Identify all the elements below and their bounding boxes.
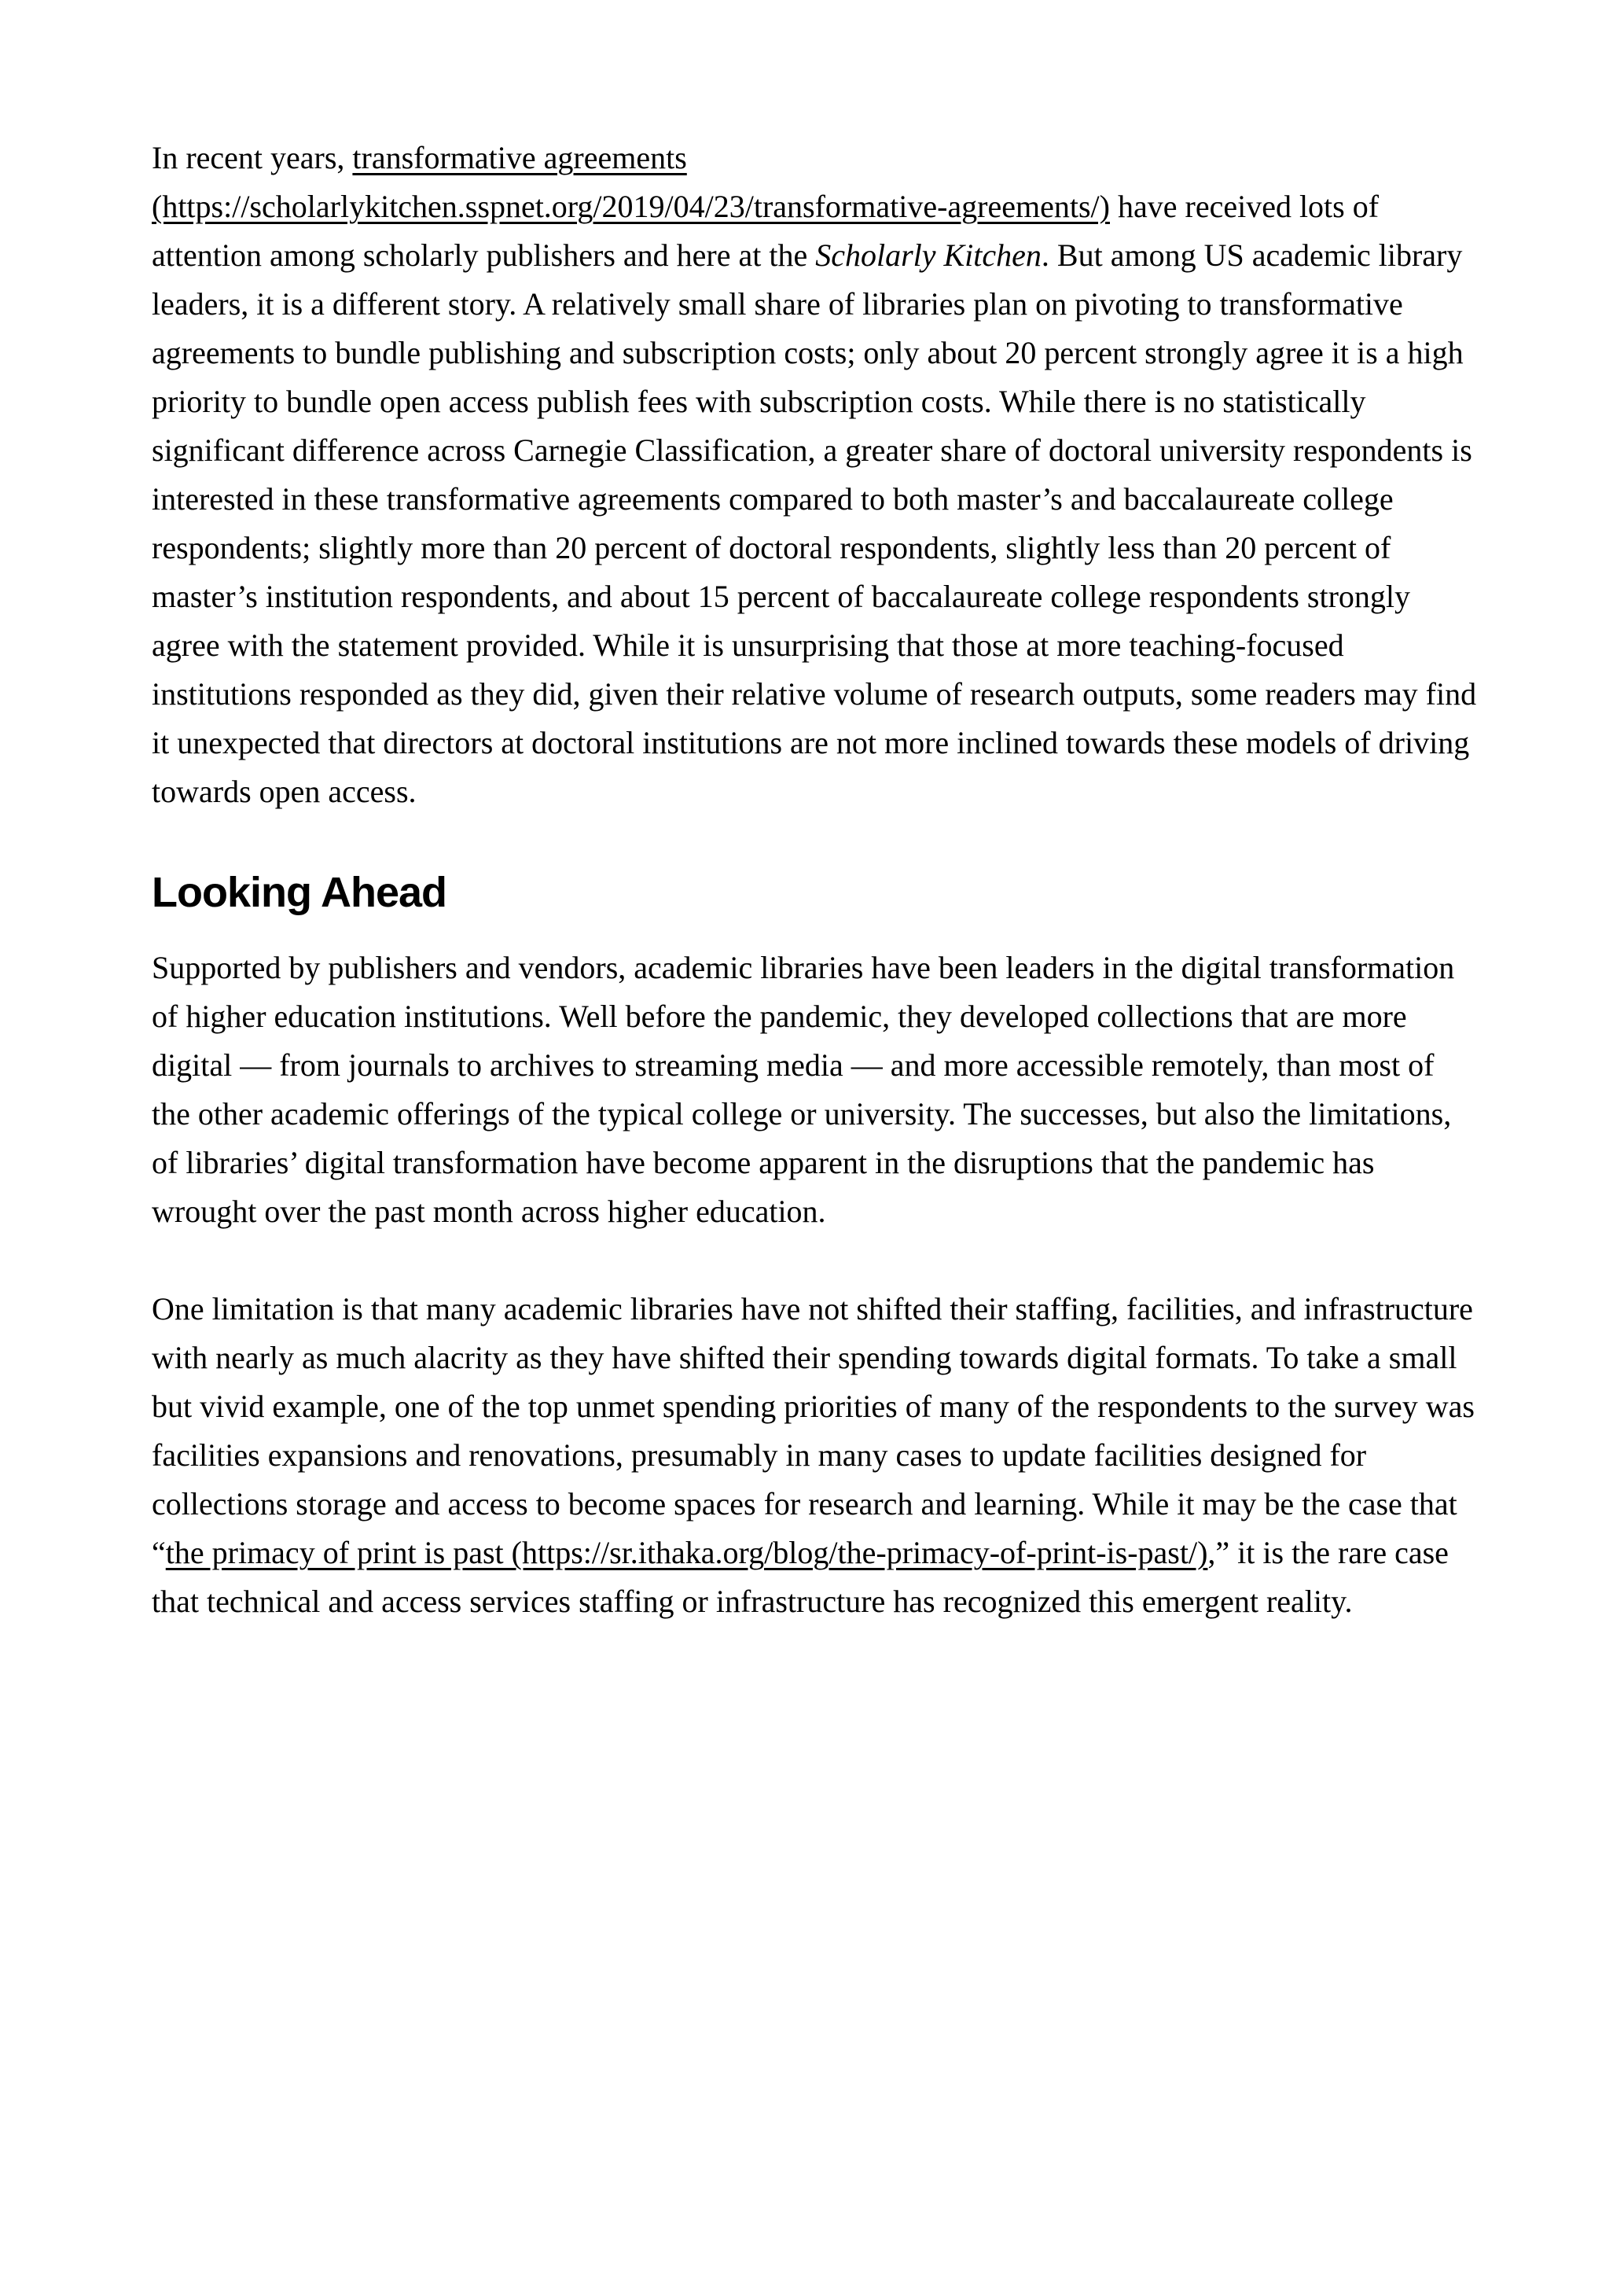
text-run: ,” it is the rare case that technical and access services staffing or infrastructure has recognized this emergent reality.	[152, 1535, 1449, 1619]
text-run: One limitation is that many academic libraries have not shifted their staffing, facilities, and infrastructure with nearly as much alacrity as they have shifted their spending towards digital formats. To take a small but vivid example, one of the top unmet spending priorities of many of the respondents to the survey was facilities expansions and renovations, presumably in many cases to update facilities designed for collections storage and access to become spaces for research and learning. While it may be the case that “	[152, 1291, 1475, 1570]
italic-text: Scholarly Kitchen	[815, 237, 1042, 273]
paragraph-staffing-limitation	[152, 1285, 1480, 1626]
inline-link[interactable]: the primacy of print is past (https://sr.ithaka.org/blog/the-primacy-of-print-is-past/)	[165, 1535, 1208, 1570]
inline-link[interactable]: transformative agreements (https://scholarlykitchen.sspnet.org/2019/04/23/transformative-agreements/)	[152, 140, 1110, 224]
paragraph-transformative-agreements	[152, 134, 1480, 816]
paragraph-digital-transformation	[152, 944, 1480, 1236]
article-body	[152, 134, 1480, 1675]
text-run: Supported by publishers and vendors, academic libraries have been leaders in the digital transformation of higher education institutions. Well before the pandemic, they developed collections that are more digital — from journals to archives to streaming media — and more accessible remotely, than most of the other academic offerings of the typical college or university. The successes, but also the limitations, of libraries’ digital transformation have become apparent in the disruptions that the pandemic has wrought over the past month across higher education.	[152, 950, 1455, 1229]
text-run: . But among US academic library leaders, it is a different story. A relatively small share of libraries plan on pivoting to transformative agreements to bundle publishing and subscription costs; only about 20 percent strongly agree it is a high priority to bundle open access publish fees with subscription costs. While there is no statistically significant difference across Carnegie Classification, a greater share of doctoral university respondents is interested in these transformative agreements compared to both master’s and baccalaureate college respondents; slightly more than 20 percent of doctoral respondents, slightly less than 20 percent of master’s institution respondents, and about 15 percent of baccalaureate college respondents strongly agree with the statement provided. While it is unsurprising that those at more teaching-focused institutions responded as they did, given their relative volume of research outputs, some readers may find it unexpected that directors at doctoral institutions are not more inclined towards these models of driving towards open access.	[152, 237, 1477, 809]
text-run: In recent years,	[152, 140, 353, 175]
text-run: have received lots of attention among scholarly publishers and here at the	[152, 189, 1380, 273]
section-heading-looking-ahead: Looking Ahead	[152, 869, 446, 916]
